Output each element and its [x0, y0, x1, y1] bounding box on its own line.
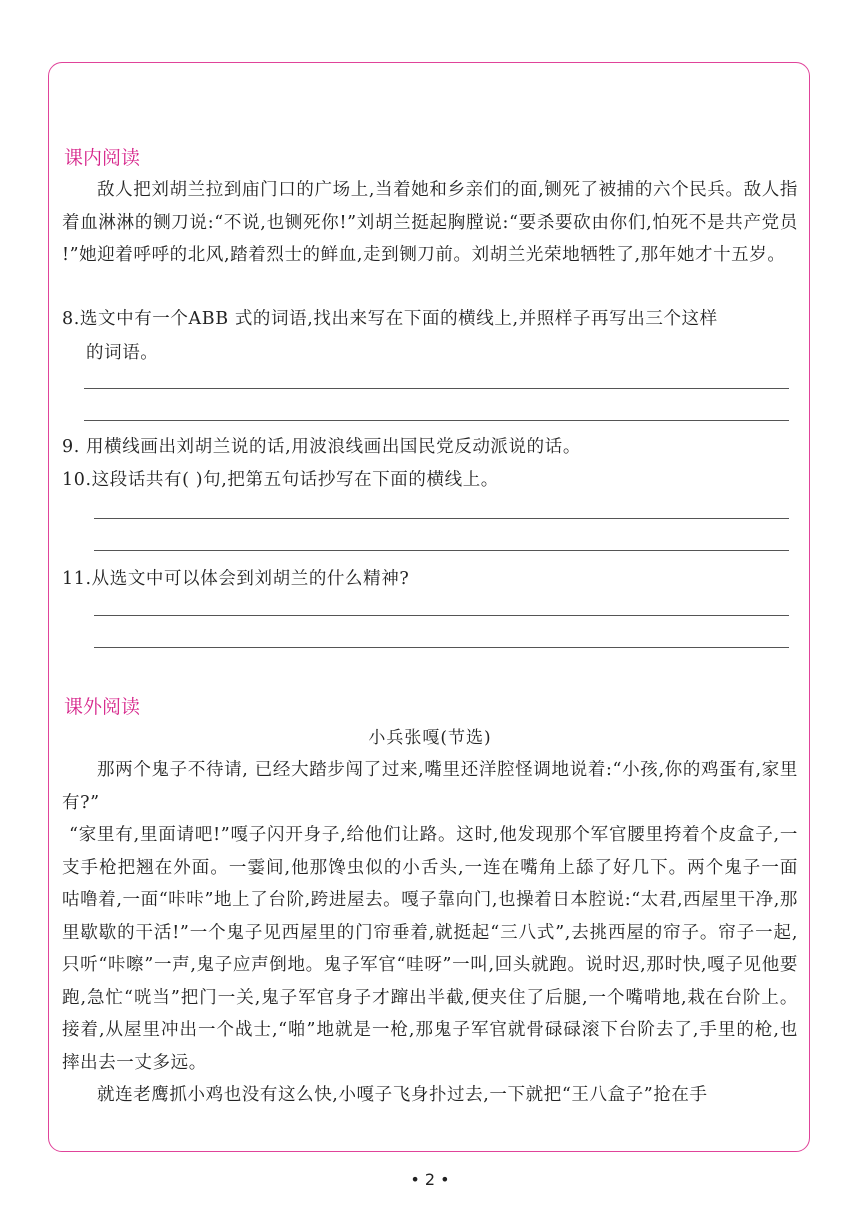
- passage-paragraph: 那两个鬼子不待请, 已经大踏步闯了过来,嘴里还洋腔怪调地说着:“小孩,你的鸡蛋有,家里有?”: [62, 760, 798, 813]
- answer-line[interactable]: [84, 420, 789, 421]
- question-11: 11.从选文中可以体会到刘胡兰的什么精神?: [62, 569, 410, 589]
- passage-title: 小兵张嘎(节选): [368, 728, 492, 748]
- passage-body: [62, 754, 798, 1112]
- passage-paragraph: 就连老鹰抓小鸡也没有这么快,小嘎子飞身扑过去,一下就把“王八盒子”抢在手: [97, 1085, 708, 1105]
- page-number: • 2 •: [410, 1170, 450, 1189]
- answer-line[interactable]: [84, 388, 789, 389]
- answer-line[interactable]: [94, 550, 789, 551]
- passage-liu-hulan: 敌人把刘胡兰拉到庙门口的广场上,当着她和乡亲们的面,铡死了被捕的六个民兵。敌人指着血淋淋的铡刀说:“不说,也铡死你!”刘胡兰挺起胸膛说:“要杀要砍由你们,怕死不是共产党员 !”她迎着呼呼的北风,踏着烈士的鲜血,走到铡刀前。刘胡兰光荣地牺牲了,那年她才十五岁。: [62, 180, 798, 265]
- question-10: 10.这段话共有( )句,把第五句话抄写在下面的横线上。: [62, 470, 499, 490]
- question-9: 9. 用横线画出刘胡兰说的话,用波浪线画出国民党反动派说的话。: [62, 437, 581, 457]
- answer-line[interactable]: [94, 615, 789, 616]
- section-heading-extracurricular: 课外阅读: [64, 696, 141, 718]
- answer-line[interactable]: [94, 647, 789, 648]
- question-8: 8.选文中有一个ABB 式的词语,找出来写在下面的横线上,并照样子再写出三个这样: [62, 309, 718, 329]
- passage-paragraph: “家里有,里面请吧!”嘎子闪开身子,给他们让路。这时,他发现那个军官腰里挎着个皮盒子,一支手枪把翘在外面。一霎间,他那馋虫似的小舌头,一连在嘴角上舔了好几下。两个鬼子一面咕噜着,一面“咔咔”地上了台阶,跨进屋去。嘎子靠向门,也操着日本腔说:“太君,西屋里干净,那里歇歇的干活!”一个鬼子见西屋里的门帘垂着,就挺起“三八式”,去挑西屋的帘子。帘子一起,只听“咔嚓”一声,鬼子应声倒地。鬼子军官“哇呀”一叫,回头就跑。说时迟,那时快,嘎子见他要跑,急忙“咣当”把门一关,鬼子军官身子才蹿出半截,便夹住了后腿,一个嘴啃地,栽在台阶上。接着,从屋里冲出一个战士,“啪”地就是一枪,那鬼子军官就骨碌碌滚下台阶去了,手里的枪,也摔出去一丈多远。: [62, 825, 798, 1073]
- answer-line[interactable]: [94, 518, 789, 519]
- section-heading-in-class: 课内阅读: [64, 147, 141, 169]
- question-8-cont: 的词语。: [86, 343, 159, 363]
